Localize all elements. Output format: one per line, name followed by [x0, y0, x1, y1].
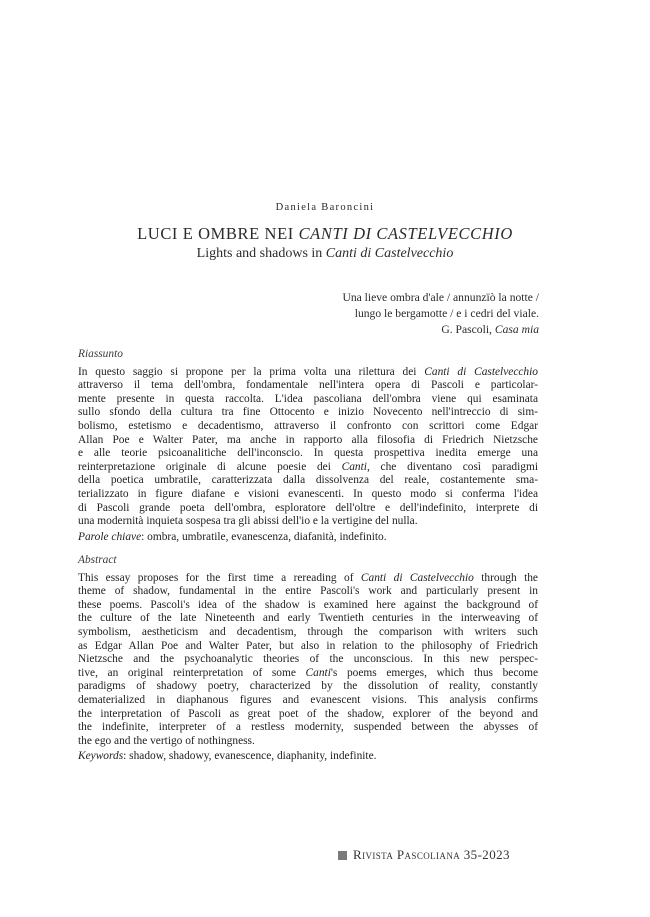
text-segment: e alle teorie psicoanalitiche dell'inconscio. In questa prospettiva inedita emerge una — [78, 447, 538, 460]
footer-square-icon — [338, 851, 347, 860]
text-line — [78, 447, 538, 461]
epigraph — [342, 290, 539, 338]
subtitle-italic: Canti di Castelvecchio — [325, 246, 454, 261]
text-segment: the culture of the late Nineteenth and early Twentieth centuries in the interweaving of — [78, 612, 538, 625]
text-segment: Allan Poe e Walter Pater, ma anche in rapporto alla filosofia di Friedrich Nietzsche — [78, 433, 538, 446]
epigraph-line: Una lieve ombra d'ale / annunzïò la notte / — [342, 291, 539, 304]
text-line — [78, 434, 538, 448]
abstract-keywords — [78, 750, 538, 764]
abstract-body — [78, 572, 538, 749]
text-segment: dematerialized in diaphanous figures and evanescent visions. This analysis confirms — [78, 693, 538, 706]
text-segment: una modernità inquieta sospesa tra gli abissi dell'io e la vertigine del nulla. — [78, 515, 418, 528]
text-line — [78, 585, 538, 599]
author-name: Daniela Baroncini — [275, 202, 375, 213]
journal-name: Rivista Pascoliana 35-2023 — [353, 847, 510, 862]
text-segment: paradigms of shadowy poetry, characterized by the dissolution of reality, constantly — [78, 680, 538, 693]
text-segment: Nietzsche and the psychoanalytic theories of the unconscious. In this new perspec- — [78, 653, 538, 666]
text-segment: these poems. Pascoli's idea of the shadow is examined here against the background of — [78, 598, 538, 611]
text-segment: terializzato in figure diafane e visioni evanescenti. In questo modo si conferma l'idea — [78, 487, 538, 500]
riassunto-keywords — [78, 531, 538, 545]
text-line — [78, 420, 538, 434]
riassunto-section — [78, 348, 538, 544]
text-line — [78, 502, 538, 516]
epigraph-line: lungo le bergamotte / e i cedri del viale. — [354, 307, 539, 320]
text-segment: 's poems emerges, which thus become — [330, 666, 539, 679]
text-segment: theme of shadow, fundamental in the entire Pascoli's work and particularly present in — [78, 585, 538, 598]
keywords-label: Keywords — [78, 750, 124, 763]
text-segment: symbolism, aestheticism and decadentism, through the comparison with writers such — [78, 625, 538, 638]
abstract-heading: Abstract — [78, 554, 117, 566]
italic-title-segment: Canti — [305, 666, 331, 679]
keywords-text: : shadow, shadowy, evanescence, diaphanity, indefinite. — [123, 750, 377, 763]
text-line — [78, 366, 538, 380]
text-segment: , che diventano così paradigmi — [366, 460, 538, 473]
title-italic: CANTI DI CASTELVECCHIO — [298, 224, 513, 243]
text-line — [78, 721, 538, 735]
attribution-author: G. Pascoli, — [441, 323, 495, 336]
text-line — [78, 406, 538, 420]
text-line — [78, 680, 538, 694]
text-segment: This essay proposes for the first time a rereading of — [78, 571, 361, 584]
title-plain: LUCI E OMBRE NEI — [137, 224, 299, 243]
text-line — [78, 640, 538, 654]
riassunto-heading: Riassunto — [78, 348, 123, 360]
text-line — [78, 708, 538, 722]
text-line — [78, 515, 538, 529]
article-title — [0, 224, 650, 244]
text-segment: bolismo, estetismo e decadentismo, attraverso il confronto con scrittori come Edgar — [78, 419, 538, 432]
keywords-label: Parole chiave — [78, 530, 142, 543]
journal-footer — [338, 847, 510, 863]
text-line — [78, 461, 538, 475]
attribution-work: Casa mia — [494, 323, 539, 336]
italic-title-segment: Canti di Castelvecchio — [424, 365, 538, 378]
text-line — [78, 735, 538, 749]
text-line — [78, 612, 538, 626]
text-line — [78, 393, 538, 407]
text-line — [78, 667, 538, 681]
text-segment: the interpretation of Pascoli as great poet of the shadow, explorer of the beyond and — [78, 707, 538, 720]
article-subtitle — [0, 246, 650, 262]
keywords-text: : ombra, umbratile, evanescenza, diafanità, indefinito. — [141, 530, 387, 543]
text-line — [78, 572, 538, 586]
text-segment: tive, an original reinterpretation of some — [78, 666, 306, 679]
text-segment: mente presente in questa raccolta. L'idea pascoliana dell'ombra viene qui esaminata — [78, 392, 538, 405]
text-line — [78, 694, 538, 708]
text-line — [78, 599, 538, 613]
text-line — [78, 488, 538, 502]
italic-title-segment: Canti di Castelvecchio — [360, 571, 474, 584]
text-segment: as Edgar Allan Poe and Walter Pater, but also in relation to the philosophy of Friedrich — [78, 639, 538, 652]
text-segment: di Pascoli grande poeta dell'ombra, esploratore dell'oltre e dell'indefinito, interprete di — [78, 501, 538, 514]
epigraph-attribution — [342, 322, 539, 338]
text-segment: the indefinite, interpreter of a restless modernity, suspended between the abysses of — [78, 721, 538, 734]
text-segment: through the — [473, 571, 538, 584]
text-segment: the ego and the vertigo of nothingness. — [78, 734, 255, 747]
abstract-section — [78, 554, 538, 764]
riassunto-body — [78, 366, 538, 529]
text-segment: sullo sfondo della cultura tra fine Ottocento e inizio Novecento nell'intreccio di sim- — [78, 406, 538, 419]
italic-title-segment: Canti — [341, 460, 367, 473]
text-segment: della poetica umbratile, caratterizzata dalla dissolvenza del reale, costantemente sma- — [78, 474, 538, 487]
text-segment: In questo saggio si propone per la prima volta una rilettura dei — [78, 365, 425, 378]
text-line — [78, 626, 538, 640]
text-line — [78, 379, 538, 393]
subtitle-plain: Lights and shadows in — [196, 246, 326, 261]
text-segment: attraverso il tema dell'ombra, fondamentale nell'intera opera di Pascoli e particolar- — [78, 379, 538, 392]
text-segment: reinterpretazione originale di alcune poesie dei — [78, 460, 342, 473]
text-line — [78, 474, 538, 488]
text-line — [78, 653, 538, 667]
